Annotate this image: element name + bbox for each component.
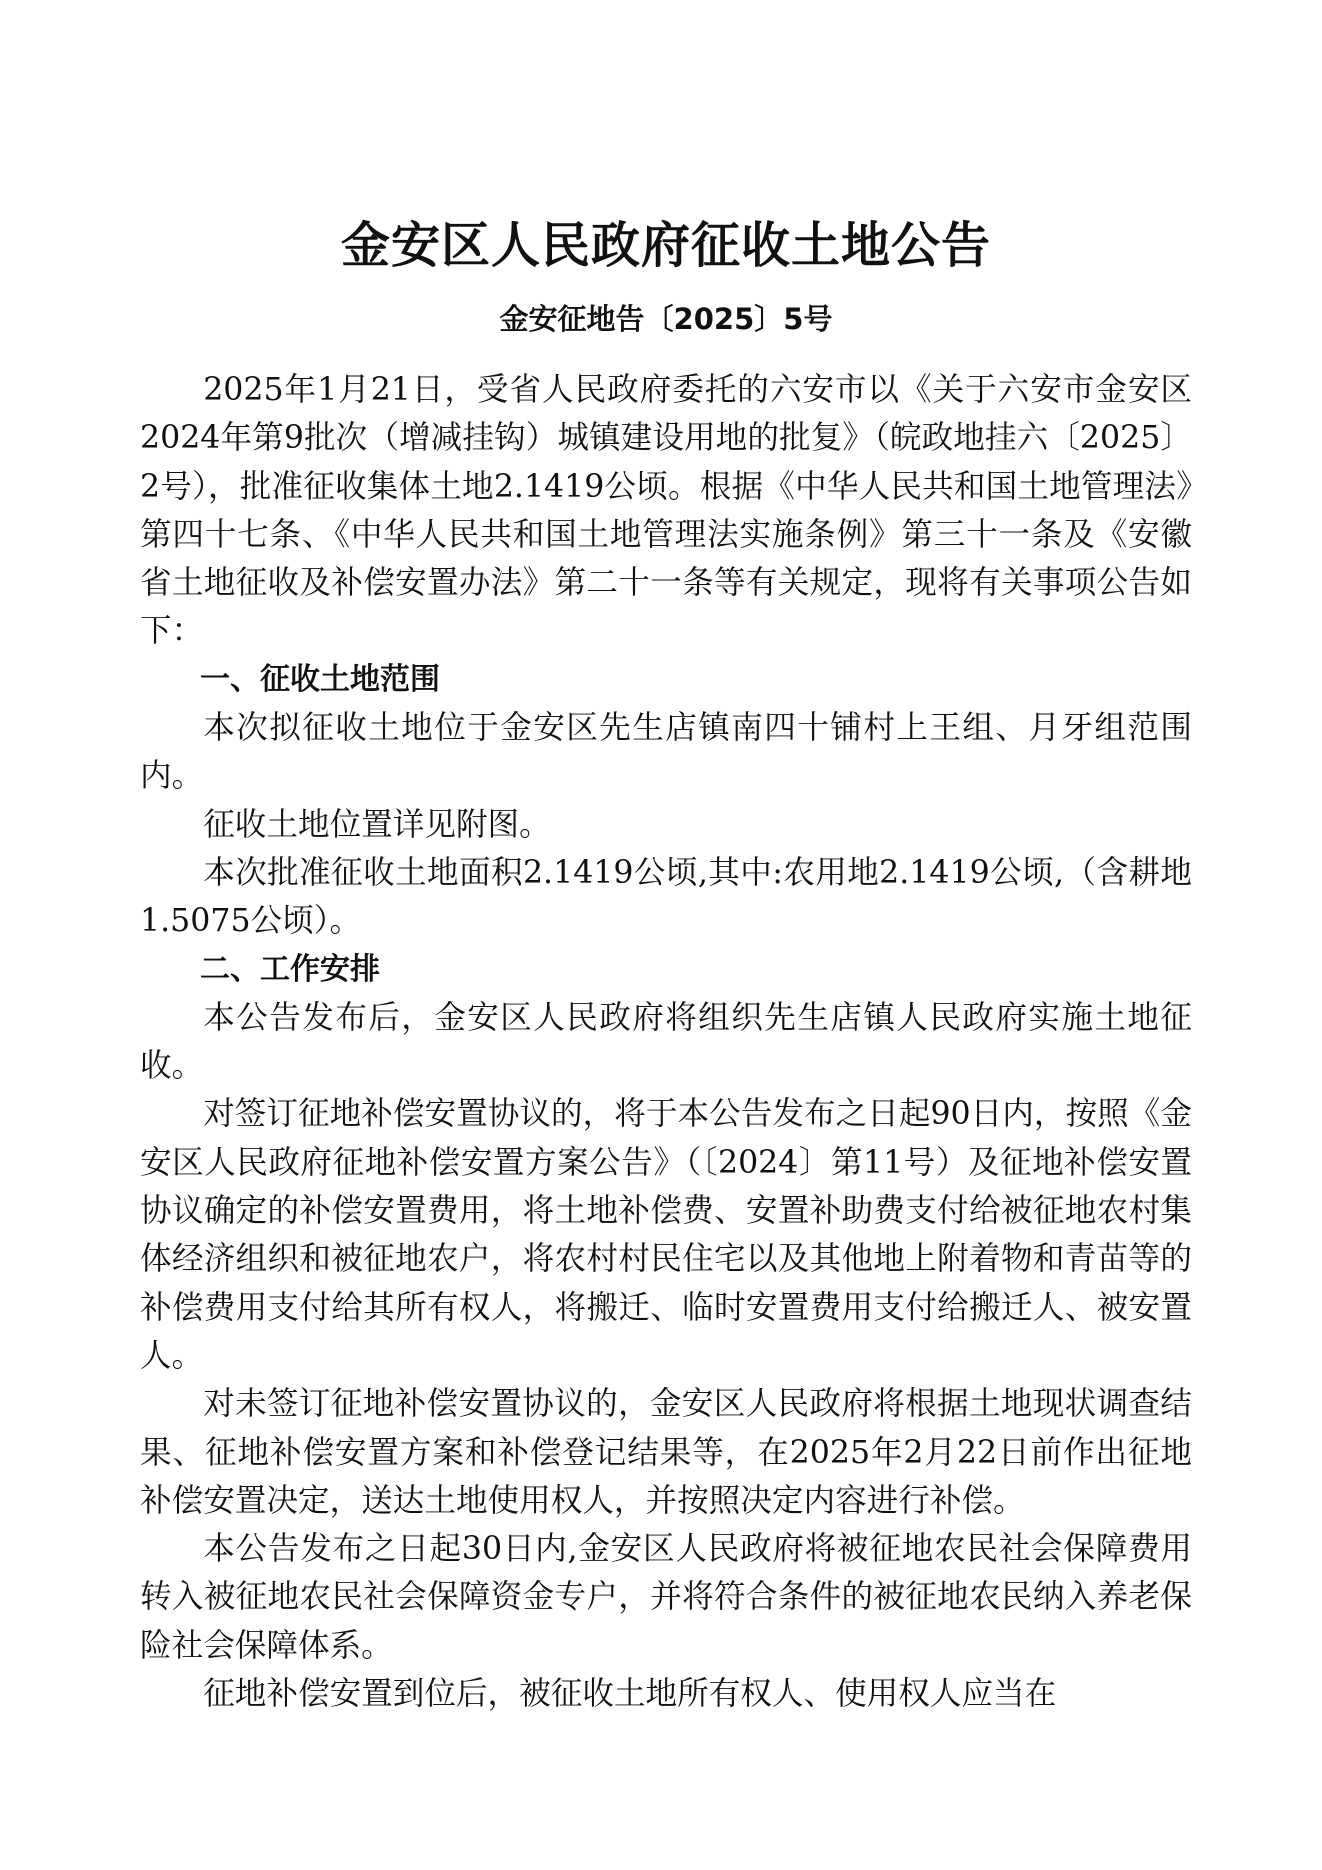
paragraph-intro: 2025年1月21日，受省人民政府委托的六安市以《关于六安市金安区2024年第9批次（增减挂钩）城镇建设用地的批复》（皖政地挂六〔2025〕2号），批准征收集体土地2.1419公顷。根据《中华人民共和国土地管理法》第四十七条、《中华人民共和国土地管理法实施条例》第三十一条及《安徽省土地征收及补偿安置办法》第二十一条等有关规定，现将有关事项公告如下： <box>140 372 1192 650</box>
paragraph-implementation: 本公告发布后，金安区人民政府将组织先生店镇人民政府实施土地征收。 <box>140 999 1192 1085</box>
paragraph-map-reference: 征收土地位置详见附图。 <box>203 806 551 843</box>
paragraph-social-security: 本公告发布之日起30日内,金安区人民政府将被征地农民社会保障费用转入被征地农民社会保障资金专户，并将符合条件的被征地农民纳入养老保险社会保障体系。 <box>140 1531 1192 1664</box>
paragraph-land-location: 本次拟征收土地位于金安区先生店镇南四十铺村上王组、月牙组范围内。 <box>140 710 1192 795</box>
document-page <box>140 212 1192 1718</box>
paragraph-unsigned-compensation: 对未签订征地补偿安置协议的，金安区人民政府将根据土地现状调查结果、征地补偿安置方案和补偿登记结果等，在2025年2月22日前作出征地补偿安置决定，送达土地使用权人，并按照决定内容进行补偿。 <box>140 1386 1192 1519</box>
document-title: 金安区人民政府征收土地公告 <box>340 217 991 274</box>
document-body <box>140 366 1192 1718</box>
document-number: 金安征地告〔2025〕5号 <box>499 302 833 336</box>
paragraph-land-area: 本次批准征收土地面积2.1419公顷,其中:农用地2.1419公顷,（含耕地1.5075公顷）。 <box>140 854 1192 940</box>
paragraph-signed-compensation: 对签订征地补偿安置协议的，将于本公告发布之日起90日内，按照《金安区人民政府征地补偿安置方案公告》（〔2024〕第11号）及征地补偿安置协议确定的补偿安置费用，将土地补偿费、安置补助费支付给被征地农村集体经济组织和被征地农户，将农村村民住宅以及其他地上附着物和青苗等的补偿费用支付给其所有权人，将搬迁、临时安置费用支付给搬迁人、被安置人。 <box>140 1096 1192 1374</box>
section-heading-2: 二、工作安排 <box>200 951 380 987</box>
section-heading-1: 一、征收土地范围 <box>200 661 440 697</box>
paragraph-after-compensation: 征地补偿安置到位后，被征收土地所有权人、使用权人应当在 <box>203 1676 1057 1713</box>
